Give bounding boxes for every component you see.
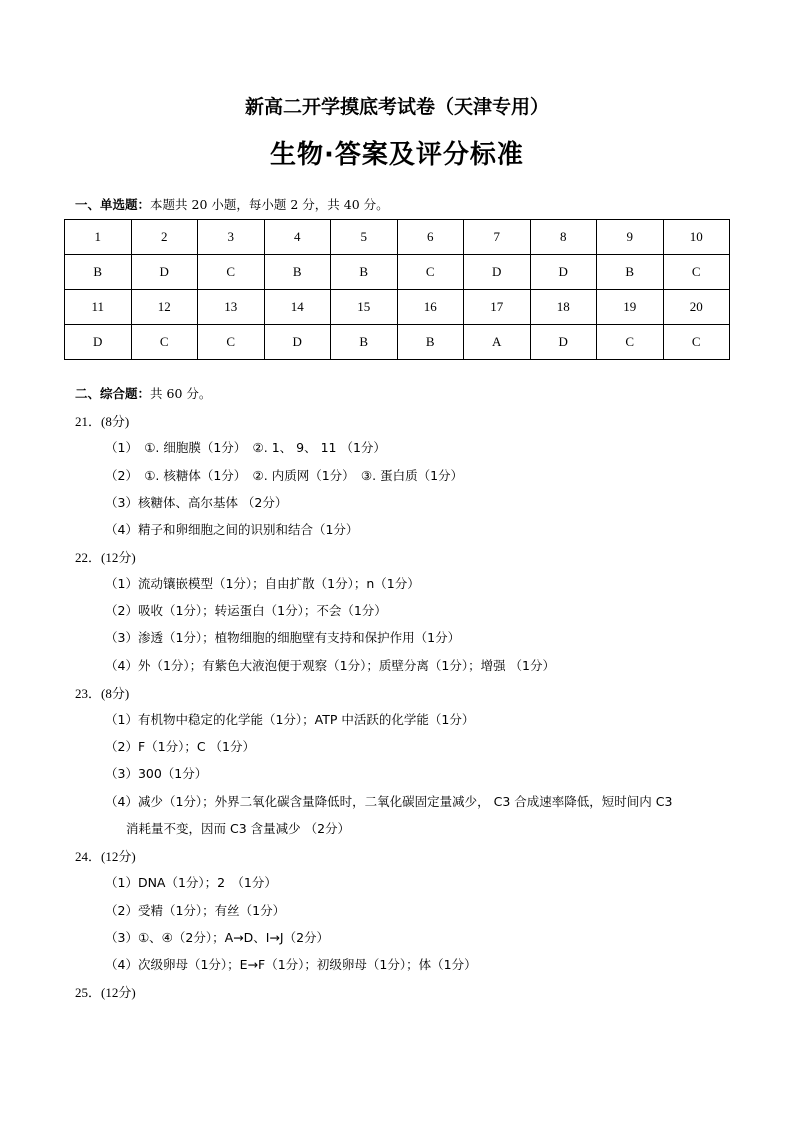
table-cell: 14: [264, 290, 331, 325]
q23-answer-2: （2）F（1分）；C （1分）: [105, 739, 256, 754]
table-cell: 12: [131, 290, 198, 325]
answer-table: [64, 219, 730, 360]
section1-heading: [75, 195, 389, 213]
q23-answer-1: （1）有机物中稳定的化学能（1分）；ATP 中活跃的化学能（1分）: [105, 712, 475, 727]
q24-answer-4: （4）次级卵母（1分）；E→F（1分）；初级卵母（1分）；体（1分）: [105, 957, 477, 972]
table-cell: D: [530, 255, 597, 290]
table-cell: D: [530, 325, 597, 360]
table-cell: 6: [397, 220, 464, 255]
table-cell: D: [65, 325, 132, 360]
section2-desc: 共 60 分。: [150, 386, 212, 401]
table-row-answers: [65, 325, 730, 360]
q21-answer-3: （3）核糖体、高尔基体 （2分）: [105, 495, 288, 510]
table-cell: B: [264, 255, 331, 290]
table-cell: 10: [663, 220, 730, 255]
q21-answer-4: （4）精子和卵细胞之间的识别和结合（1分）: [105, 522, 359, 537]
table-cell: B: [331, 325, 398, 360]
question-21-heading: 21．(8分): [75, 414, 130, 429]
table-cell: 8: [530, 220, 597, 255]
table-cell: C: [131, 325, 198, 360]
q23-answer-3: （3）300（1分）: [105, 766, 208, 781]
table-cell: 16: [397, 290, 464, 325]
table-cell: A: [464, 325, 531, 360]
q23-answer-4: （4）减少（1分）；外界二氧化碳含量降低时，二氧化碳固定量减少， C3 合成速率降低，短时间内 C3: [105, 794, 673, 809]
table-cell: B: [597, 255, 664, 290]
table-cell: 2: [131, 220, 198, 255]
q22-answer-1: （1）流动镶嵌模型（1分）；自由扩散（1分）；n（1分）: [105, 576, 420, 591]
table-cell: D: [464, 255, 531, 290]
q24-answer-2: （2）受精（1分）；有丝（1分）: [105, 903, 286, 918]
table-cell: C: [198, 255, 265, 290]
table-row-question-numbers: [65, 220, 730, 255]
section1-desc: 本题共 20 小题，每小题 2 分，共 40 分。: [150, 197, 389, 212]
table-cell: 20: [663, 290, 730, 325]
answer-key-subtitle: 生物·答案及评分标准: [270, 140, 524, 170]
table-row-question-numbers: [65, 290, 730, 325]
table-cell: 9: [597, 220, 664, 255]
q24-answer-1: （1）DNA（1分）；2 （1分）: [105, 875, 277, 890]
table-row-answers: [65, 255, 730, 290]
q23-answer-4-continued: 消耗量不变，因而 C3 含量减少 （2分）: [126, 821, 351, 836]
table-cell: B: [397, 325, 464, 360]
table-cell: B: [331, 255, 398, 290]
q21-answer-2: （2） ①. 核糖体（1分） ②. 内质网（1分） ③. 蛋白质（1分）: [105, 468, 464, 483]
section1-label: 一、单选题：: [75, 197, 151, 212]
q22-answer-3: （3）渗透（1分）；植物细胞的细胞壁有支持和保护作用（1分）: [105, 630, 461, 645]
question-24-heading: 24．(12分): [75, 849, 136, 864]
section2-label: 二、综合题：: [75, 386, 151, 401]
table-cell: 11: [65, 290, 132, 325]
q22-answer-4: （4）外（1分）；有紫色大液泡便于观察（1分）；质壁分离（1分）；增强 （1分）: [105, 658, 555, 673]
table-cell: C: [397, 255, 464, 290]
table-cell: C: [597, 325, 664, 360]
exam-title: 新高二开学摸底考试卷（天津专用）: [244, 96, 549, 118]
table-cell: 1: [65, 220, 132, 255]
table-cell: 18: [530, 290, 597, 325]
table-cell: 13: [198, 290, 265, 325]
q22-answer-2: （2）吸收（1分）；转运蛋白（1分）；不会（1分）: [105, 603, 387, 618]
question-23-heading: 23．(8分): [75, 686, 130, 701]
q24-answer-3: （3）①、④（2分）；A→D、I→J（2分）: [105, 930, 330, 945]
table-cell: 7: [464, 220, 531, 255]
q21-answer-1: （1） ①. 细胞膜（1分） ②. 1、 9、 11 （1分）: [105, 440, 386, 455]
table-cell: D: [264, 325, 331, 360]
table-cell: 4: [264, 220, 331, 255]
section2-heading: [75, 384, 211, 402]
question-22-heading: 22．(12分): [75, 550, 136, 565]
table-cell: D: [131, 255, 198, 290]
table-cell: 5: [331, 220, 398, 255]
table-cell: 15: [331, 290, 398, 325]
question-25-heading: 25．(12分): [75, 985, 136, 1000]
table-cell: 3: [198, 220, 265, 255]
table-cell: C: [663, 325, 730, 360]
table-cell: 17: [464, 290, 531, 325]
table-cell: 19: [597, 290, 664, 325]
table-cell: C: [663, 255, 730, 290]
table-cell: C: [198, 325, 265, 360]
table-cell: B: [65, 255, 132, 290]
